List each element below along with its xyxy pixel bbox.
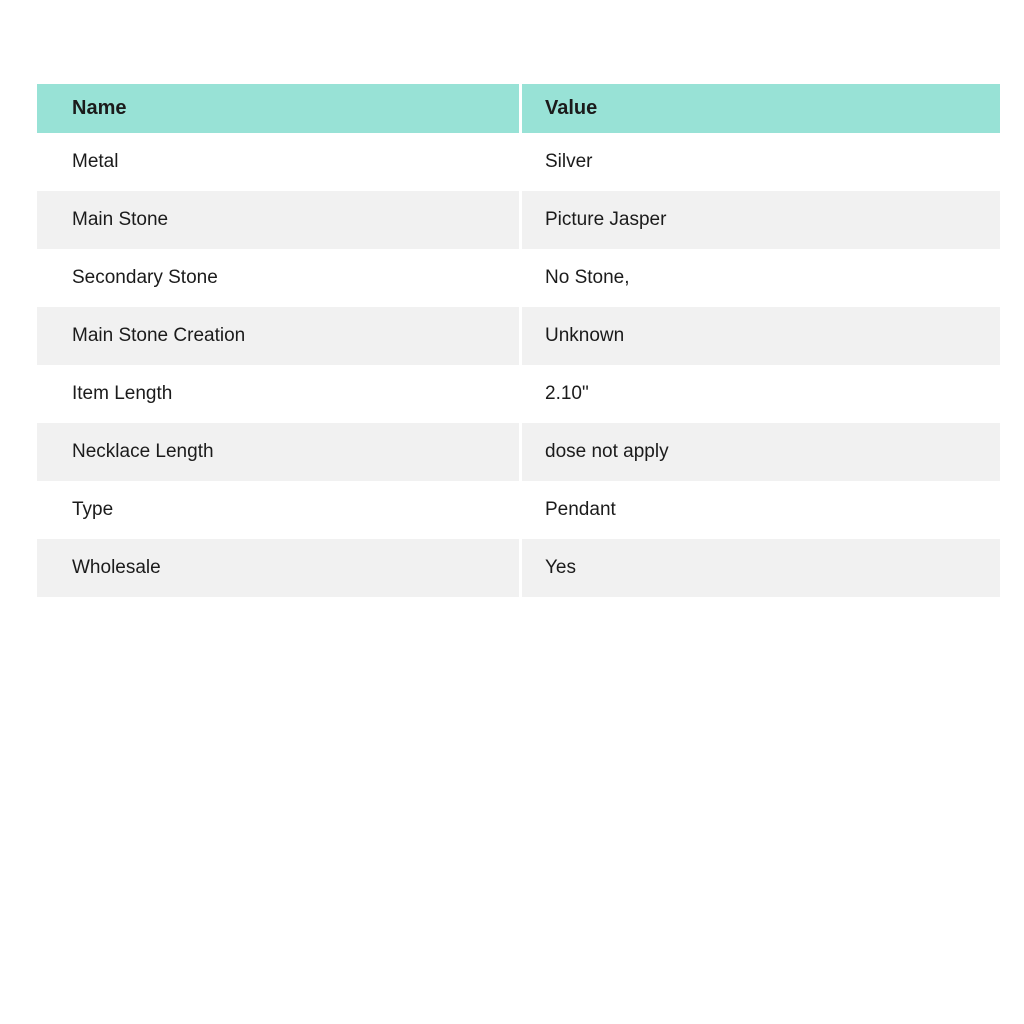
row-name-cell: Metal [72, 151, 119, 172]
row-name-cell: Main Stone [37, 191, 519, 249]
row-value-cell: 2.10" [545, 383, 589, 404]
table-row [37, 481, 1000, 539]
row-name-cell: Necklace Length [37, 423, 519, 481]
row-name-cell: Type [72, 499, 114, 520]
row-value-cell: Picture Jasper [522, 191, 1000, 249]
row-value-cell: Silver [545, 151, 593, 172]
row-value-cell: Unknown [522, 307, 1000, 365]
row-value-cell: Pendant [545, 499, 616, 520]
row-name-cell: Main Stone Creation [37, 307, 519, 365]
table-row [37, 191, 1000, 249]
row-value-cell: dose not apply [522, 423, 1000, 481]
row-value-cell: No Stone, [545, 267, 630, 288]
table-row [37, 307, 1000, 365]
attributes-table [37, 84, 1000, 597]
row-value-cell: Yes [522, 539, 1000, 597]
table-row [37, 539, 1000, 597]
table-row [37, 365, 1000, 423]
row-name-cell: Secondary Stone [72, 267, 218, 288]
table-row [37, 249, 1000, 307]
header-value-cell: Value [522, 84, 1000, 133]
table-row [37, 133, 1000, 191]
row-name-cell: Item Length [72, 383, 173, 404]
header-name-cell: Name [37, 84, 519, 133]
table-row [37, 423, 1000, 481]
table-header-row [37, 84, 1000, 133]
row-name-cell: Wholesale [37, 539, 519, 597]
